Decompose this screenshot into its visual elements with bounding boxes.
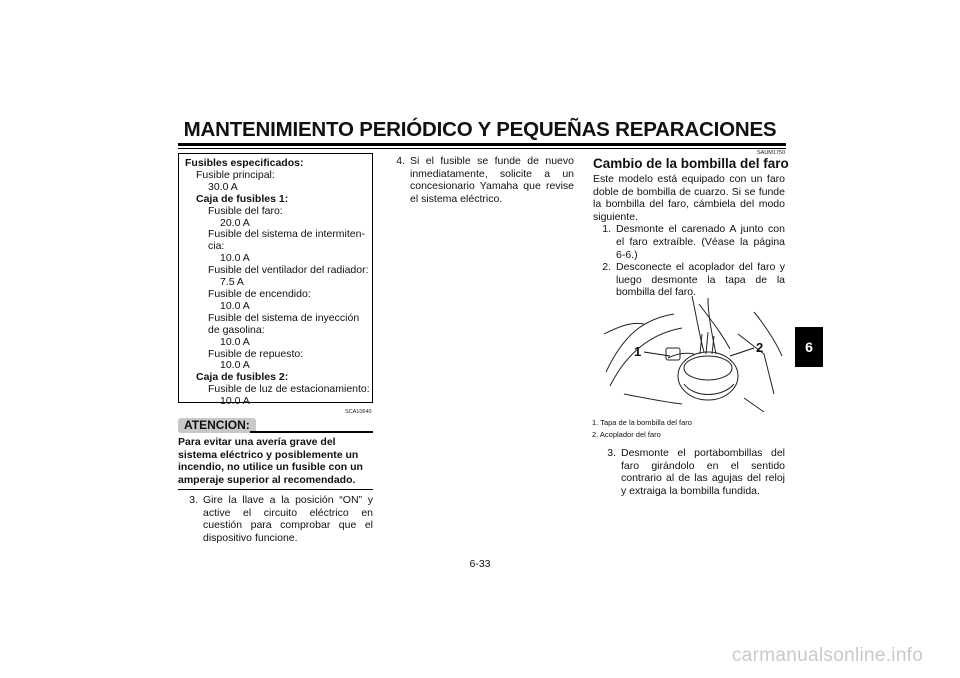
- figure-label-1: 1: [634, 344, 642, 359]
- spec-row: cia:: [208, 240, 225, 253]
- caution-header: [178, 418, 373, 434]
- step-text: Desconecte el acoplador del faro y luego desmonte la tapa de la bombilla del faro.: [616, 261, 785, 299]
- page-title: MANTENIMIENTO PERIÓDICO Y PEQUEÑAS REPARACIONES: [183, 118, 777, 141]
- section-title: Cambio de la bombilla del faro: [593, 156, 789, 171]
- step-3: [180, 494, 373, 544]
- step-text: Si el fusible se funde de nuevo inmediatamente, solicite a un concesionario Yamaha que revise el sistema eléctrico.: [410, 155, 574, 205]
- caption-2: 2. Acoplador del faro: [592, 429, 661, 439]
- spec-row: Fusible del sistema de intermiten-: [208, 228, 365, 241]
- spec-title: Fusibles especificados:: [185, 157, 304, 169]
- spec-value: 30.0 A: [208, 180, 238, 193]
- section-body: [593, 173, 785, 299]
- spec-value: 10.0 A: [220, 395, 250, 408]
- section-intro: Este modelo está equipado con un faro doble de bombilla de cuarzo. Si se funde la bombilla del faro, cámbiela del modo siguiente.: [593, 173, 785, 223]
- chapter-tab: 6: [795, 327, 823, 367]
- step-number: 4.: [396, 155, 405, 167]
- watermark: carmanualsonline.info: [732, 645, 924, 666]
- spec-row: Fusible del sistema de inyección: [208, 311, 360, 324]
- figure-captions: [592, 417, 692, 440]
- step-number: 3.: [607, 447, 616, 459]
- spec-value: 10.0 A: [220, 299, 250, 312]
- step-number: 2.: [602, 261, 611, 274]
- spec-row: Fusible de luz de estacionamiento:: [208, 383, 370, 396]
- spec-row: de gasolina:: [208, 323, 265, 336]
- step-text: Desmonte el carenado A junto con el faro extraíble. (Véase la página 6-6.): [616, 223, 785, 261]
- section-step-3: [598, 447, 785, 497]
- section-step-1: [593, 223, 785, 261]
- spec-row: Fusible de repuesto:: [208, 347, 304, 360]
- fuse-spec-box: [178, 153, 373, 408]
- spec-value: 20.0 A: [220, 216, 250, 229]
- header-rule: [178, 143, 786, 146]
- spec-value: 10.0 A: [220, 252, 250, 265]
- spec-row: Fusible de encendido:: [208, 287, 311, 300]
- spec-row: Fusible del ventilador del radiador:: [208, 264, 369, 277]
- spec-subtitle: Caja de fusibles 2:: [196, 371, 289, 384]
- step-4: [387, 155, 574, 205]
- headlight-bulb-illustration: [604, 294, 784, 414]
- caution-label: ATENCION:: [178, 418, 256, 433]
- caution-end-rule: [178, 489, 373, 490]
- caption-1: 1. Tapa de la bombilla del faro: [592, 418, 692, 427]
- figure-label-2: 2: [756, 340, 764, 355]
- step-number: 3.: [189, 494, 198, 506]
- header-rule-thin: [178, 148, 786, 149]
- spec-row: Fusible principal:: [196, 168, 275, 181]
- caution-rule: [250, 431, 373, 433]
- step-text: Gire la llave a la posición “ON” y active el circuito eléctrico en cuestión para comprobar que el dispositivo funcione.: [203, 494, 373, 544]
- spec-subtitle: Caja de fusibles 1:: [196, 192, 289, 205]
- step-number: 1.: [602, 223, 611, 236]
- caution-text: Para evitar una avería grave del sistema eléctrico y posiblemente un incendio, no utilice un fusible con un amperaje superior al recomendado.: [178, 436, 363, 486]
- spec-value: 10.0 A: [220, 335, 250, 348]
- spec-value: 7.5 A: [220, 276, 244, 289]
- caution-code: SCA10640: [345, 409, 372, 415]
- spec-row: Fusible del faro:: [208, 204, 283, 217]
- step-text: Desmonte el portabombillas del faro girándolo en el sentido contrario al de las agujas del reloj y extraiga la bombilla fundida.: [621, 447, 785, 497]
- spec-value: 10.0 A: [220, 359, 250, 372]
- section-code: SAUM1750: [757, 150, 786, 156]
- page-number: 6-33: [469, 558, 491, 570]
